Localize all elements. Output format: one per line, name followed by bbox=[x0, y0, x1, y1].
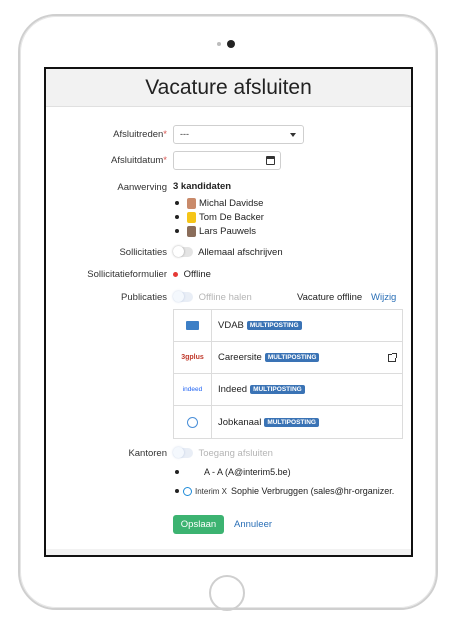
bullet bbox=[175, 201, 179, 205]
closing-reason-row bbox=[46, 125, 411, 144]
offices-label: Kantoren bbox=[128, 448, 167, 459]
office-radio[interactable] bbox=[183, 487, 192, 496]
bullet bbox=[175, 215, 179, 219]
avatar bbox=[187, 226, 196, 237]
table-row bbox=[174, 406, 402, 438]
candidate-list bbox=[173, 196, 264, 238]
camera-icon bbox=[227, 40, 235, 48]
table-row bbox=[174, 342, 402, 374]
offices-field bbox=[173, 465, 394, 498]
offices-toggle-field bbox=[173, 448, 273, 459]
closing-reason-select[interactable] bbox=[173, 125, 304, 144]
table-row bbox=[174, 374, 402, 406]
write-off-toggle[interactable] bbox=[173, 247, 193, 257]
list-item bbox=[173, 196, 264, 210]
close-access-label: Toegang afsluiten bbox=[198, 448, 273, 459]
table-row bbox=[174, 310, 402, 342]
application-form-status: Offline bbox=[183, 269, 211, 280]
closing-reason-label: Afsluitreden* bbox=[113, 129, 167, 140]
application-form-label: Sollicitatieformulier bbox=[87, 269, 167, 280]
jobkanaal-logo bbox=[174, 406, 212, 438]
modal-title: Vacature afsluiten bbox=[145, 75, 312, 99]
publications-label: Publicaties bbox=[121, 292, 167, 303]
chevron-down-icon bbox=[290, 133, 296, 137]
vacancy-status: Vacature offline bbox=[297, 292, 363, 303]
candidate-name: Michal Davidse bbox=[199, 197, 264, 209]
multiposting-badge: MULTIPOSTING bbox=[250, 385, 305, 394]
channel-name: Careersite bbox=[218, 352, 262, 363]
modal-header bbox=[46, 69, 411, 107]
close-access-toggle[interactable] bbox=[173, 448, 193, 458]
calendar-icon[interactable] bbox=[266, 156, 275, 165]
list-item bbox=[173, 224, 264, 238]
channel-name: VDAB bbox=[218, 320, 244, 331]
recruitment-label: Aanwerving bbox=[117, 182, 167, 193]
office-text: A - A (A@interim5.be) bbox=[204, 467, 291, 477]
list-item bbox=[173, 465, 394, 479]
avatar bbox=[187, 212, 196, 223]
multiposting-badge: MULTIPOSTING bbox=[265, 353, 320, 362]
closing-date-row bbox=[46, 151, 411, 170]
sensor-dot bbox=[217, 42, 221, 46]
bullet bbox=[175, 489, 179, 493]
save-button[interactable]: Opslaan bbox=[173, 515, 224, 534]
applications-field bbox=[173, 247, 283, 258]
applications-label: Sollicitaties bbox=[119, 247, 167, 258]
closing-reason-value: --- bbox=[180, 129, 189, 139]
channel-name: Jobkanaal bbox=[218, 416, 262, 428]
take-offline-label: Offline halen bbox=[198, 292, 252, 303]
modal-dialog bbox=[44, 67, 413, 557]
closing-date-label: Afsluitdatum* bbox=[111, 155, 167, 166]
candidate-name: Tom De Backer bbox=[199, 211, 264, 223]
candidate-count: 3 kandidaten bbox=[173, 181, 232, 192]
indeed-logo: indeed bbox=[174, 374, 212, 405]
publications-toggle-field bbox=[173, 292, 252, 303]
closing-date-input[interactable] bbox=[173, 151, 281, 170]
recruitment-field bbox=[173, 181, 264, 238]
write-off-label: Allemaal afschrijven bbox=[198, 247, 283, 258]
take-offline-toggle[interactable] bbox=[173, 292, 193, 302]
office-prefix: Interim X bbox=[195, 486, 228, 496]
modal-footer-strip bbox=[46, 549, 411, 555]
list-item bbox=[173, 484, 394, 498]
multiposting-badge: MULTIPOSTING bbox=[264, 418, 319, 427]
list-item bbox=[173, 210, 264, 224]
vdab-logo bbox=[174, 310, 212, 341]
bullet bbox=[175, 229, 179, 233]
home-button[interactable] bbox=[209, 575, 245, 611]
office-radio[interactable] bbox=[183, 468, 192, 477]
application-form-field bbox=[173, 269, 211, 280]
cancel-button[interactable]: Annuleer bbox=[234, 519, 273, 530]
publications-table bbox=[173, 309, 403, 439]
3gplus-logo: 3gplus bbox=[174, 342, 212, 373]
office-text: Sophie Verbruggen (sales@hr-organizer. bbox=[231, 486, 395, 496]
avatar bbox=[187, 198, 196, 209]
status-dot-icon bbox=[173, 272, 178, 277]
candidate-name: Lars Pauwels bbox=[199, 225, 257, 237]
bullet bbox=[175, 470, 179, 474]
external-link-icon[interactable] bbox=[388, 354, 396, 362]
edit-link[interactable]: Wijzig bbox=[371, 292, 397, 303]
channel-name: Indeed bbox=[218, 384, 248, 395]
multiposting-badge: MULTIPOSTING bbox=[247, 321, 302, 330]
